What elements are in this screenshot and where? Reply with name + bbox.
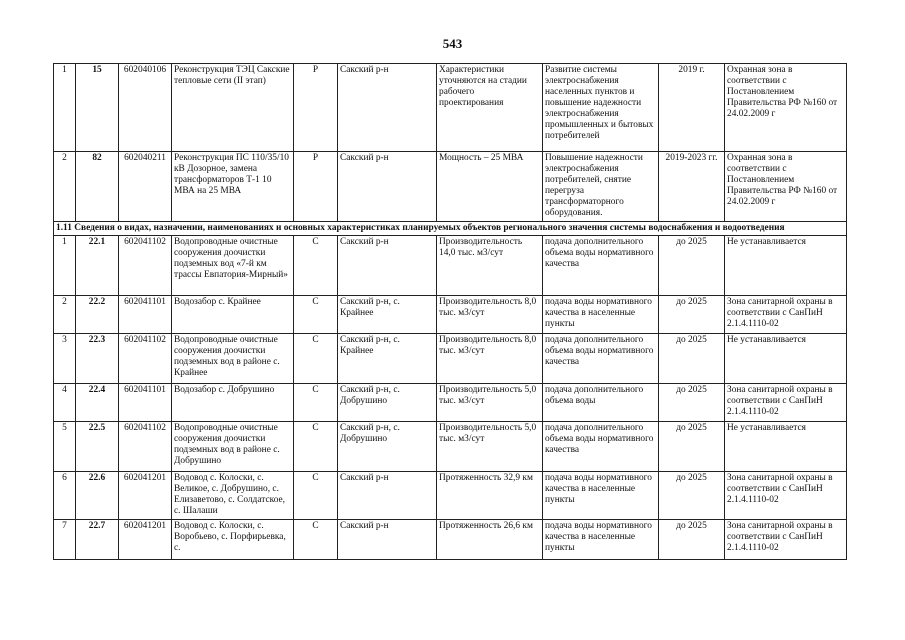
section-header-row	[54, 222, 847, 236]
object-purpose: подача воды нормативного качества в населенные пункты	[543, 296, 659, 334]
object-code: 82	[76, 152, 119, 222]
object-zone: Не устанавливается	[725, 236, 847, 296]
object-id: 602041101	[119, 296, 172, 334]
object-location: Сакский р-н	[338, 520, 437, 560]
object-location: Сакский р-н	[338, 236, 437, 296]
object-id: 602041101	[119, 384, 172, 422]
object-zone: Зона санитарной охраны в соответствии с СанПиН 2.1.4.1110-02	[725, 472, 847, 520]
page-number: 543	[442, 36, 463, 51]
object-period: до 2025	[659, 422, 725, 472]
object-params: Производительность 5,0 тыс. м3/сут	[437, 384, 543, 422]
object-name: Реконструкция ТЭЦ Сакские тепловые сети (II этап)	[172, 64, 294, 152]
object-status: Р	[294, 152, 338, 222]
object-period: до 2025	[659, 472, 725, 520]
object-purpose: подача дополнительного объема воды	[543, 384, 659, 422]
object-params: Характеристики уточняются на стадии рабочего проектирования	[437, 64, 543, 152]
object-name: Реконструкция ПС 110/35/10 кВ Дозорное, замена трансформаторов Т-1 10 МВА на 25 МВА	[172, 152, 294, 222]
object-status: С	[294, 384, 338, 422]
object-purpose: подача дополнительного объема воды нормативного качества	[543, 334, 659, 384]
object-period: 2019 г.	[659, 64, 725, 152]
object-zone: Охранная зона в соответствии с Постановлением Правительства РФ №160 от 24.02.2009 г	[725, 64, 847, 152]
object-purpose: Повышение надежности электроснабжения потребителей, снятие перегруза трансформаторного оборудования.	[543, 152, 659, 222]
water-rows	[54, 236, 847, 560]
object-status: С	[294, 236, 338, 296]
object-id: 602040211	[119, 152, 172, 222]
object-name: Водозабор с. Добрушино	[172, 384, 294, 422]
object-location: Сакский р-н	[338, 152, 437, 222]
object-zone: Охранная зона в соответствии с Постановлением Правительства РФ №160 от 24.02.2009 г	[725, 152, 847, 222]
object-code: 22.4	[76, 384, 119, 422]
object-status: С	[294, 296, 338, 334]
object-period: до 2025	[659, 520, 725, 560]
object-name: Водопроводные очистные сооружения доочистки подземных вод в районе с. Крайнее	[172, 334, 294, 384]
object-location: Сакский р-н	[338, 64, 437, 152]
section-title: 1.11 Сведения о видах, назначении, наименованиях и основных характеристиках планируемых объектов регионального значения системы водоснабжения и водоотведения	[54, 222, 847, 236]
row-number: 3	[54, 334, 76, 384]
object-params: Производительность 5,0 тыс. м3/сут	[437, 422, 543, 472]
object-params: Производительность 8,0 тыс. м3/сут	[437, 296, 543, 334]
object-id: 602040106	[119, 64, 172, 152]
object-zone: Не устанавливается	[725, 422, 847, 472]
table-row	[54, 236, 847, 296]
object-status: С	[294, 472, 338, 520]
object-location: Сакский р-н, с. Крайнее	[338, 334, 437, 384]
object-code: 22.6	[76, 472, 119, 520]
object-code: 22.2	[76, 296, 119, 334]
object-period: 2019-2023 гг.	[659, 152, 725, 222]
object-code: 22.5	[76, 422, 119, 472]
object-purpose: подача дополнительного объема воды нормативного качества	[543, 422, 659, 472]
table-row	[54, 384, 847, 422]
row-number: 4	[54, 384, 76, 422]
objects-table	[53, 63, 847, 560]
object-status: С	[294, 520, 338, 560]
object-zone: Зона санитарной охраны в соответствии с СанПиН 2.1.4.1110-02	[725, 296, 847, 334]
object-purpose: подача воды нормативного качества в населенные пункты	[543, 520, 659, 560]
row-number: 7	[54, 520, 76, 560]
object-id: 602041102	[119, 422, 172, 472]
object-status: Р	[294, 64, 338, 152]
table-row	[54, 296, 847, 334]
object-code: 22.7	[76, 520, 119, 560]
row-number: 6	[54, 472, 76, 520]
object-id: 602041201	[119, 520, 172, 560]
table-row	[54, 152, 847, 222]
electric-rows	[54, 64, 847, 222]
object-zone: Зона санитарной охраны в соответствии с СанПиН 2.1.4.1110-02	[725, 384, 847, 422]
object-name: Водозабор с. Крайнее	[172, 296, 294, 334]
object-params: Протяженность 32,9 км	[437, 472, 543, 520]
object-code: 15	[76, 64, 119, 152]
row-number: 1	[54, 236, 76, 296]
table-row	[54, 334, 847, 384]
object-location: Сакский р-н	[338, 472, 437, 520]
object-period: до 2025	[659, 384, 725, 422]
object-name: Водовод с. Колоски, с. Великое, с. Добрушино, с. Елизаветово, с. Солдатское, с. Шалаши	[172, 472, 294, 520]
table-row	[54, 520, 847, 560]
object-purpose: подача воды нормативного качества в населенные пункты	[543, 472, 659, 520]
object-period: до 2025	[659, 334, 725, 384]
object-zone: Зона санитарной охраны в соответствии с СанПиН 2.1.4.1110-02	[725, 520, 847, 560]
object-purpose: подача дополнительного объема воды нормативного качества	[543, 236, 659, 296]
section-block	[54, 222, 847, 236]
object-params: Производительность 14,0 тыс. м3/сут	[437, 236, 543, 296]
object-zone: Не устанавливается	[725, 334, 847, 384]
object-location: Сакский р-н, с. Добрушино	[338, 422, 437, 472]
object-location: Сакский р-н, с. Крайнее	[338, 296, 437, 334]
object-params: Мощность – 25 МВА	[437, 152, 543, 222]
row-number: 5	[54, 422, 76, 472]
row-number: 1	[54, 64, 76, 152]
object-code: 22.1	[76, 236, 119, 296]
object-id: 602041201	[119, 472, 172, 520]
row-number: 2	[54, 296, 76, 334]
object-id: 602041102	[119, 334, 172, 384]
object-status: С	[294, 422, 338, 472]
object-period: до 2025	[659, 236, 725, 296]
object-params: Производительность 8,0 тыс. м3/сут	[437, 334, 543, 384]
object-name: Водовод с. Колоски, с. Воробьево, с. Порфирьевка, с.	[172, 520, 294, 560]
object-id: 602041102	[119, 236, 172, 296]
object-params: Протяженность 26,6 км	[437, 520, 543, 560]
object-name: Водопроводные очистные сооружения доочистки подземных вод в районе с. Добрушино	[172, 422, 294, 472]
table-row	[54, 472, 847, 520]
table-row	[54, 422, 847, 472]
object-status: С	[294, 334, 338, 384]
object-name: Водопроводные очистные сооружения доочистки подземных вод «7-й км трассы Евпатория-Мирный»	[172, 236, 294, 296]
object-purpose: Развитие системы электроснабжения населенных пунктов и повышение надежности электроснабжения промышленных и бытовых потребителей	[543, 64, 659, 152]
table-row	[54, 64, 847, 152]
object-code: 22.3	[76, 334, 119, 384]
object-period: до 2025	[659, 296, 725, 334]
object-location: Сакский р-н, с. Добрушино	[338, 384, 437, 422]
row-number: 2	[54, 152, 76, 222]
